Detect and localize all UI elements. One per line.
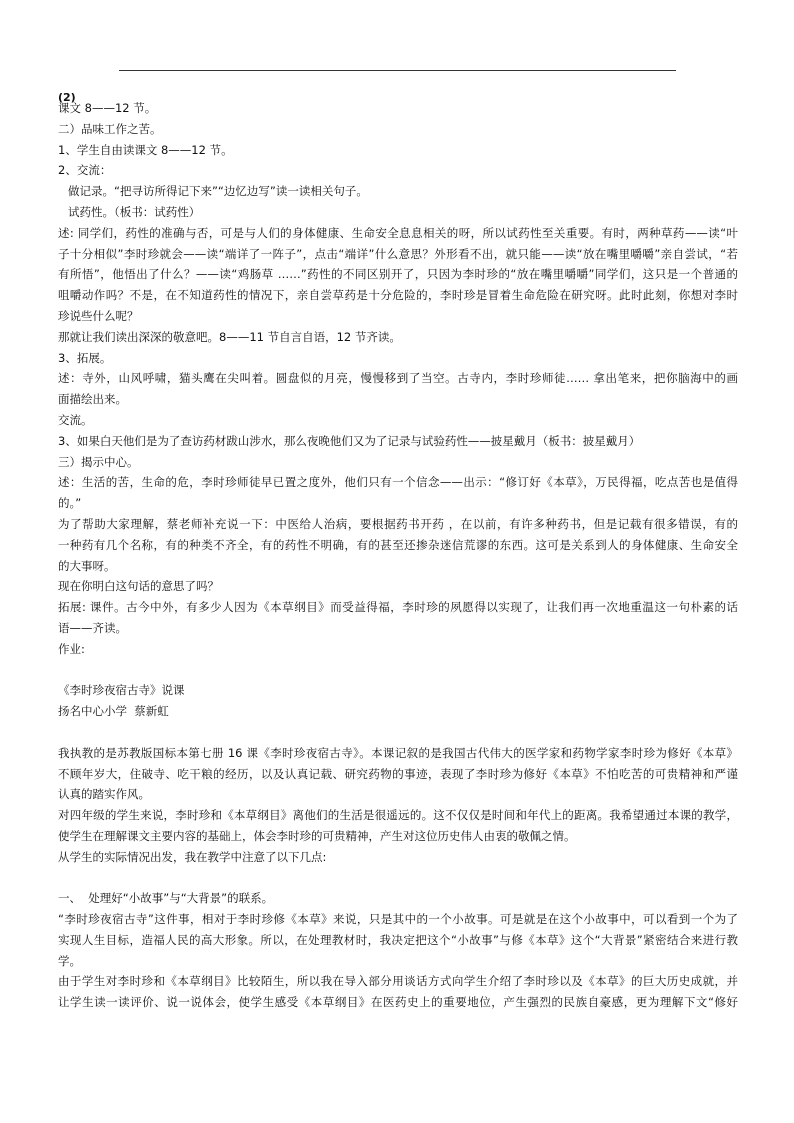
blank-line — [58, 660, 738, 681]
text-line: 拓展: 课件。古今中外，有多少人因为《本草纲目》而受益得福，李时珍的夙愿得以实现了，让我们再一次地重温这一句朴素的话 — [58, 600, 738, 615]
text-line: 学。 — [58, 953, 81, 968]
page-marker: (2) — [58, 91, 76, 104]
text-line: 三）揭示中心。 — [58, 454, 139, 469]
document-body — [58, 98, 738, 1013]
text-line: 3、如果白天他们是为了查访药材跋山涉水，那么夜晚他们又为了记录与试验药性——披星戴月（板书：披星戴月） — [58, 433, 641, 448]
text-line: 由于学生对李时珍和《本草纲目》比较陌生，所以我在导入部分用谈话方式向学生介绍了李时珍以及《本草》的巨大历史成就，并 — [58, 974, 738, 989]
blank-line — [58, 867, 738, 888]
text-line: 现在你明白这句话的意思了吗？ — [58, 579, 219, 594]
text-line: 二）品味工作之苦。 — [58, 121, 162, 136]
text-line: 实现人生目标，造福人民的高大形象。所以，在处理教材时，我决定把这个“小故事”与修《本草》这个“大背景”紧密结合来进行教 — [58, 932, 738, 947]
text-line: 述：寺外，山风呼啸，猫头鹰在尖叫着。圆盘似的月亮，慢慢移到了当空。古寺内，李时珍师徒…… 拿出笔来，把你脑海中的画 — [58, 371, 738, 386]
text-line: 使学生在理解课文主要内容的基础上，体会李时珍的可贵精神，产生对这位历史伟人由衷的敬佩之情。 — [58, 828, 576, 843]
text-line: 一种药有几个名称，有的种类不齐全，有的药性不明确，有的甚至还掺杂迷信荒谬的东西。这可是关系到人的身体健康、生命安全 — [58, 537, 738, 552]
text-line: 3、拓展。 — [58, 350, 112, 365]
text-line: 有所悟”，他悟出了什么？——读“鸡肠草 ……”药性的不同区别开了，只因为李时珍的“放在嘴里嚼嚼”同学们，这只是一个普通的 — [58, 267, 738, 282]
text-line: 一、 处理好“小故事”与“大背景”的联系。 — [58, 891, 274, 906]
text-line: 试药性。（板书：试药性） — [68, 204, 201, 219]
text-line: 珍说些什么呢？ — [58, 308, 139, 323]
text-line: 我执教的是苏教版国标本第七册 16 课《李时珍夜宿古寺》。本课记叙的是我国古代伟大的医学家和药物学家李时珍为修好《本草》 — [58, 745, 738, 760]
text-line: 认真的踏实作风。 — [58, 787, 150, 802]
text-line: 对四年级的学生来说，李时珍和《本草纲目》离他们的生活是很遥远的。这不仅仅是时间和年代上的距离。我希望通过本课的教学， — [58, 808, 738, 823]
text-line: 的。” — [58, 496, 82, 511]
text-line: 那就让我们读出深深的敬意吧。8——11 节自言自语，12 节齐读。 — [58, 329, 401, 344]
text-line: 2、交流： — [58, 163, 112, 178]
text-line: 述: 同学们，药性的准确与否，可是与人们的身体健康、生命安全息息相关的呀，所以试药性至关重要。有时，两种草药——读“叶 — [58, 225, 738, 240]
text-line: 子十分相似”李时珍就会——读“端详了一阵子”，点击“端详”什么意思？外形看不出，就只能——读“放在嘴里嚼嚼”亲自尝试，“若 — [58, 246, 738, 261]
text-line: 课文 8——12 节。 — [58, 101, 157, 115]
text-line: 语——齐读。 — [58, 620, 127, 635]
text-line: 从学生的实际情况出发，我在教学中注意了以下几点: — [58, 849, 327, 864]
text-line: 的大事呀。 — [58, 558, 116, 573]
header-rule — [119, 70, 676, 71]
text-line: 让学生读一读评价、说一说体会，使学生感受《本草纲目》在医药史上的重要地位，产生强烈的民族自豪感，更为理解下文“修好 — [58, 995, 738, 1010]
text-line: 交流。 — [58, 412, 93, 427]
text-line: 《李时珍夜宿古寺》说课 — [58, 683, 185, 698]
text-line: 扬名中心小学 蔡新虹 — [58, 704, 169, 719]
text-line: 述：生活的苦，生命的危，李时珍师徒早已置之度外，他们只有一个信念——出示：“修订好《本草》，万民得福，吃点苦也是值得 — [58, 475, 738, 490]
text-line: 1、学生自由读课文 8——12 节。 — [58, 142, 233, 157]
text-line: 面描绘出来。 — [58, 392, 127, 407]
text-line: 不顾年岁大，住破寺、吃干粮的经历，以及认真记载、研究药物的事迹，表现了李时珍为修好《本草》不怕吃苦的可贵精神和严谨 — [58, 766, 738, 781]
blank-line — [58, 722, 738, 743]
text-line: 为了帮助大家理解，蔡老师补充说一下：中医给人治病，要根据药书开药 ，在以前，有许多种药书，但是记载有很多错误，有的 — [58, 516, 738, 531]
text-line: “李时珍夜宿古寺”这件事，相对于李时珍修《本草》来说，只是其中的一个小故事。可是就是在这个小故事中，可以看到一个为了 — [58, 912, 738, 927]
text-line: 咀嚼动作吗？不是，在不知道药性的情况下，亲自尝草药是十分危险的，李时珍是冒着生命危险在研究呀。此时此刻，你想对李时 — [58, 288, 738, 303]
text-line: 做记录。“把寻访所得记下来”“边忆边写”读一读相关句子。 — [68, 184, 368, 199]
text-line: 作业: — [58, 641, 85, 656]
